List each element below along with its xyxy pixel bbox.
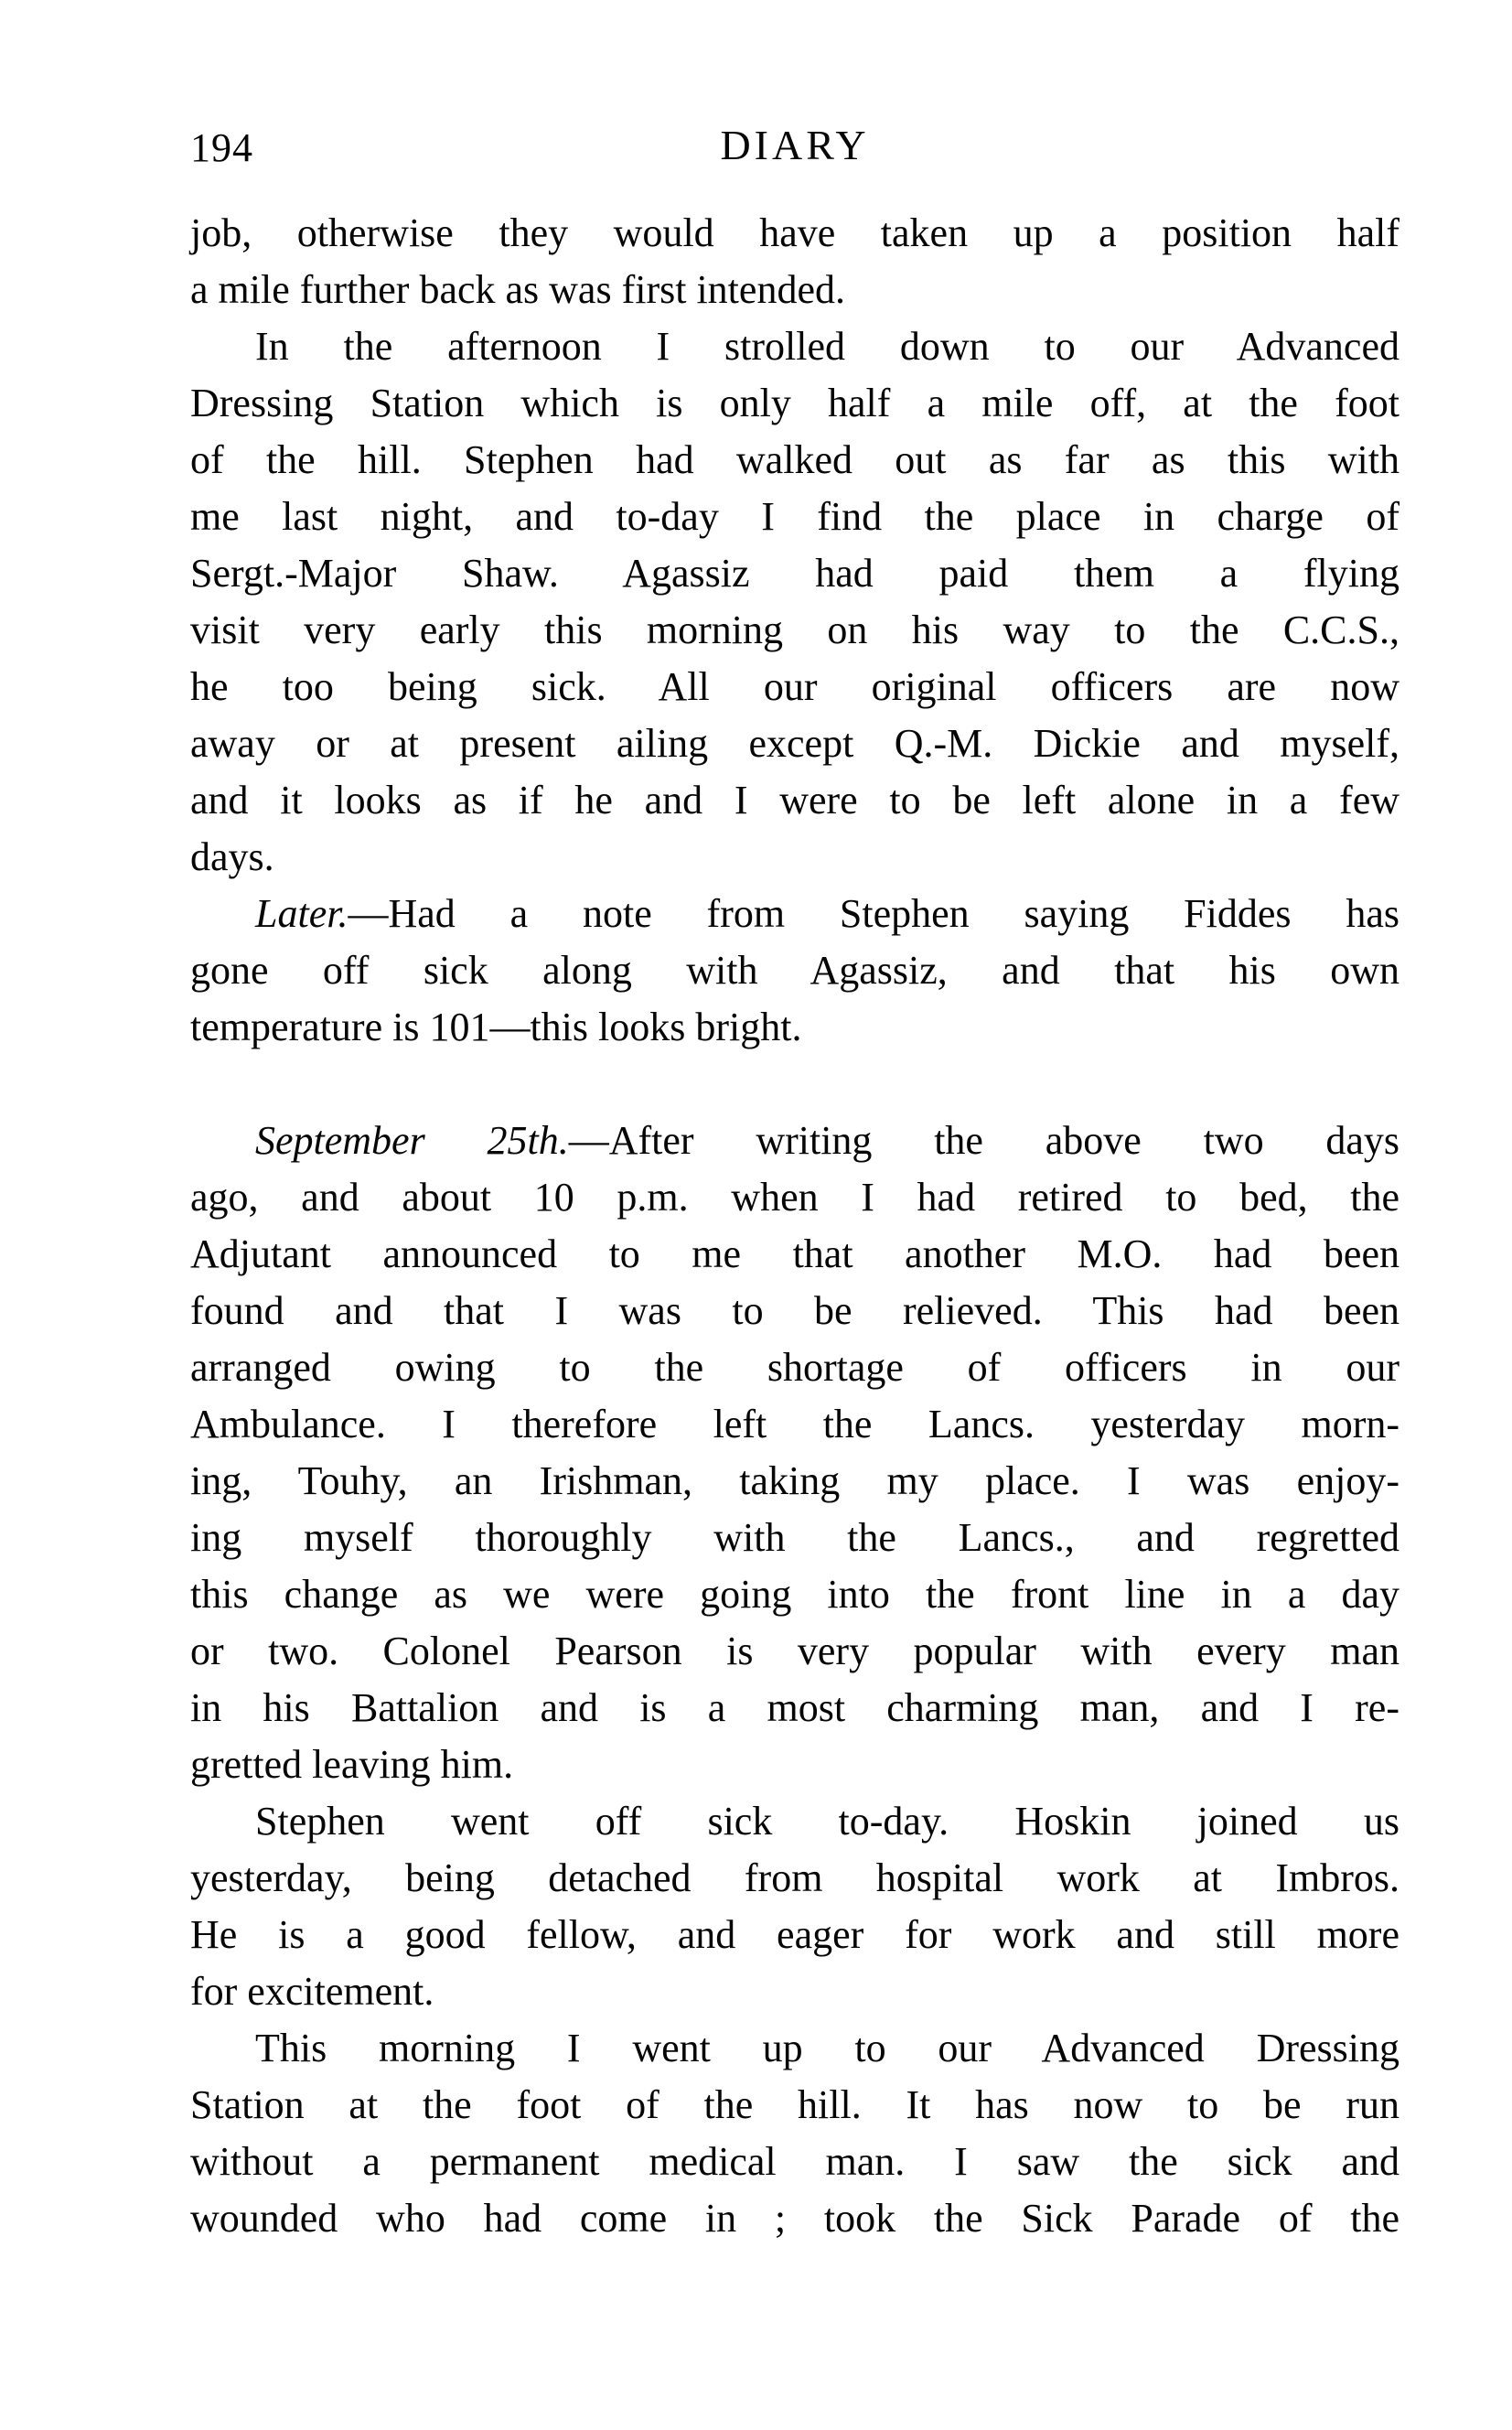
text-line: yesterday, being detached from hospital work at Imbros.	[190, 1855, 1399, 1900]
text-line: me last night, and to-day I find the place in charge of	[190, 494, 1399, 539]
running-head-title: DIARY	[720, 122, 870, 168]
text-line: found and that I was to be relieved. This had been	[190, 1288, 1399, 1333]
text-line: September 25th.—After writing the above two days	[255, 1118, 1399, 1163]
text-line: Sergt.-Major Shaw. Agassiz had paid them a flying	[190, 551, 1399, 596]
diary-entry-lead: September 25th.	[255, 1118, 569, 1163]
text-line: without a permanent medical man. I saw the sick and	[190, 2139, 1399, 2184]
text-line: Stephen went off sick to-day. Hoskin joined us	[255, 1799, 1399, 1844]
text-line: ing myself thoroughly with the Lancs., and regretted	[190, 1515, 1399, 1560]
text-line: Dressing Station which is only half a mile off, at the foot	[190, 381, 1399, 425]
text-line: or two. Colonel Pearson is very popular with every man	[190, 1629, 1399, 1673]
text-line: ing, Touhy, an Irishman, taking my place. I was enjoy-	[190, 1458, 1399, 1503]
text-line: and it looks as if he and I were to be left alone in a few	[190, 778, 1399, 823]
text-line: away or at present ailing except Q.-M. Dickie and myself,	[190, 721, 1399, 766]
text-line: Later.—Had a note from Stephen saying Fiddes has	[255, 891, 1399, 936]
text-line: arranged owing to the shortage of officers in our	[190, 1345, 1399, 1390]
text-line: In the afternoon I strolled down to our Advanced	[255, 324, 1399, 369]
text-line: wounded who had come in ; took the Sick Parade of the	[190, 2196, 1399, 2241]
text-line: job, otherwise they would have taken up a position half	[190, 210, 1399, 255]
page-number: 194	[190, 125, 253, 170]
text-line: visit very early this morning on his way to the C.C.S.,	[190, 608, 1399, 652]
text-line: this change as we were going into the front line in a day	[190, 1572, 1399, 1617]
text-line: This morning I went up to our Advanced Dressing	[255, 2026, 1399, 2070]
text-line: he too being sick. All our original officers are now	[190, 664, 1399, 709]
text-line: temperature is 101—this looks bright.	[190, 1005, 802, 1049]
text-line: days.	[190, 834, 274, 879]
text-line: for excitement.	[190, 1969, 434, 2014]
text-line: Station at the foot of the hill. It has now to be run	[190, 2082, 1399, 2127]
diary-entry-lead: Later.	[255, 891, 349, 936]
text-line: gone off sick along with Agassiz, and that his own	[190, 948, 1399, 993]
text-line: ago, and about 10 p.m. when I had retired to bed, the	[190, 1175, 1399, 1220]
running-head	[190, 121, 1399, 168]
text-line: gretted leaving him.	[190, 1742, 514, 1787]
text-line: of the hill. Stephen had walked out as far as this with	[190, 437, 1399, 482]
text-line: Adjutant announced to me that another M.O. had been	[190, 1231, 1399, 1276]
text-line: He is a good fellow, and eager for work and still more	[190, 1912, 1399, 1957]
text-line: a mile further back as was first intended.	[190, 267, 845, 312]
text-line: Ambulance. I therefore left the Lancs. yesterday morn-	[190, 1402, 1399, 1446]
text-line: in his Battalion and is a most charming man, and I re-	[190, 1685, 1399, 1730]
page-body	[190, 205, 1399, 2247]
